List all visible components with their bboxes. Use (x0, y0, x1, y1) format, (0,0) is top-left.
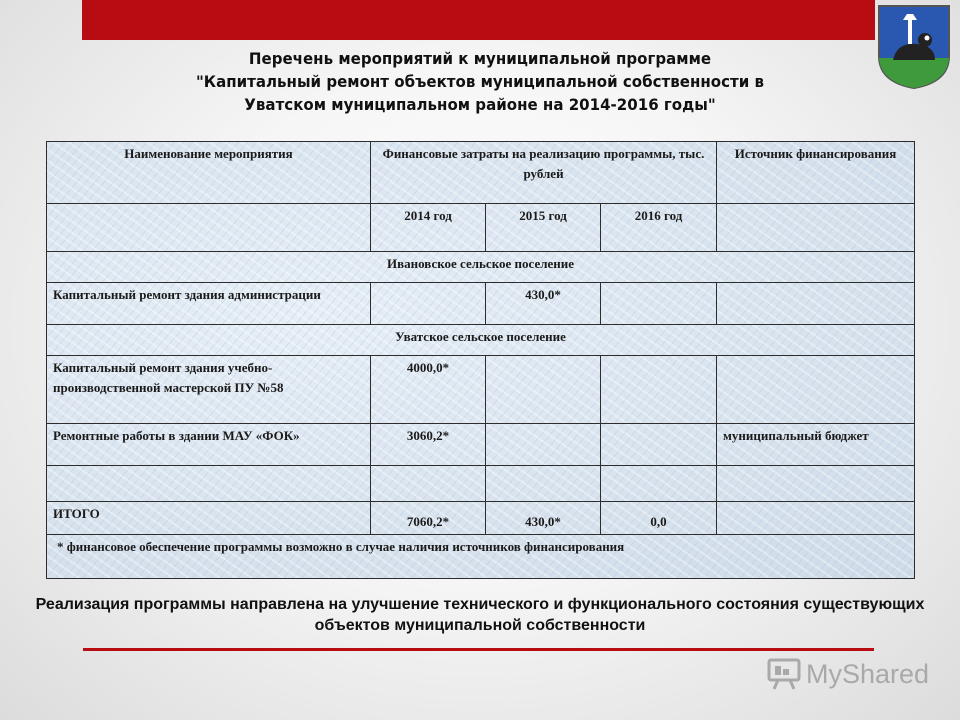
title-line: Перечень мероприятий к муниципальной программе (248, 49, 712, 68)
title-line: "Капитальный ремонт объектов муниципальной собственности в (195, 72, 765, 91)
value-2015: 430,0* (486, 283, 601, 325)
conclusion-text: Реализация программы направлена на улучшение технического и функционального состояния существующих объектов муниципальной собственности (35, 596, 925, 634)
source (717, 283, 915, 325)
coat-of-arms-icon (877, 4, 951, 90)
table-header-row (47, 142, 915, 204)
value-2016 (601, 283, 717, 325)
total-2015: 430,0* (486, 502, 601, 535)
footnote-row (47, 535, 915, 579)
empty-cell (486, 466, 601, 502)
value-2016 (601, 356, 717, 424)
table-row (47, 424, 915, 466)
program-events-table (46, 141, 915, 579)
total-2016: 0,0 (601, 502, 717, 535)
table-row (47, 283, 915, 325)
total-label: ИТОГО (47, 502, 371, 535)
event-name: Капитальный ремонт здания администрации (47, 283, 371, 325)
table-row (47, 356, 915, 424)
empty-cell (47, 204, 371, 252)
watermark (766, 656, 929, 692)
title-line: Уватском муниципальном районе на 2014-2016 годы" (244, 95, 716, 114)
total-2014: 7060,2* (371, 502, 486, 535)
empty-cell (47, 466, 371, 502)
empty-cell (601, 466, 717, 502)
presentation-board-icon (766, 657, 802, 691)
page-title (85, 47, 875, 116)
bottom-accent-line (83, 648, 874, 651)
value-2014: 3060,2* (371, 424, 486, 466)
empty-row (47, 466, 915, 502)
value-2015 (486, 356, 601, 424)
value-2016 (601, 424, 717, 466)
source (717, 356, 915, 424)
empty-cell (717, 502, 915, 535)
watermark-text: MyShared (806, 658, 930, 689)
footnote: * финансовое обеспечение программы возможно в случае наличия источников финансирования (47, 535, 915, 579)
header-source: Источник финансирования (717, 142, 915, 204)
year-2014: 2014 год (371, 204, 486, 252)
total-row (47, 502, 915, 535)
header-name: Наименование мероприятия (47, 142, 371, 204)
year-2016: 2016 год (601, 204, 717, 252)
empty-cell (717, 204, 915, 252)
header-costs: Финансовые затраты на реализацию программы, тыс. рублей (371, 142, 717, 204)
value-2014: 4000,0* (371, 356, 486, 424)
event-name: Капитальный ремонт здания учебно-производственной мастерской ПУ №58 (47, 356, 371, 424)
empty-cell (371, 466, 486, 502)
value-2015 (486, 424, 601, 466)
year-2015: 2015 год (486, 204, 601, 252)
empty-cell (717, 466, 915, 502)
section-title-ivanovskoe: Ивановское сельское поселение (47, 252, 915, 283)
section-title-uvatskoe: Уватское сельское поселение (47, 325, 915, 356)
event-name: Ремонтные работы в здании МАУ «ФОК» (47, 424, 371, 466)
top-accent-bar (82, 0, 875, 40)
source: муниципальный бюджет (717, 424, 915, 466)
section-row (47, 325, 915, 356)
section-row (47, 252, 915, 283)
years-row (47, 204, 915, 252)
value-2014 (371, 283, 486, 325)
